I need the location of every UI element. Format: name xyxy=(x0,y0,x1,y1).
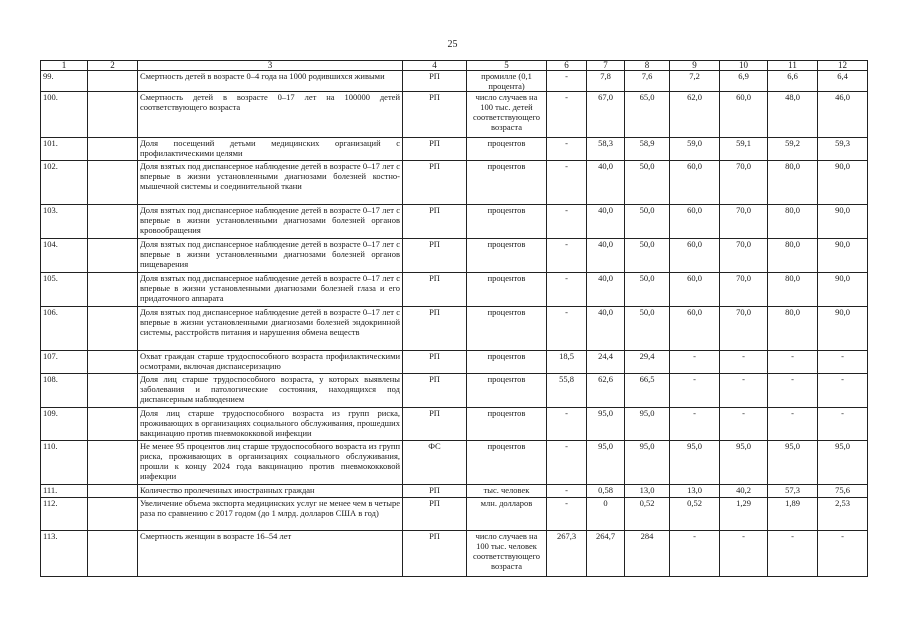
page-number: 25 xyxy=(447,39,458,50)
row-value: 50,0 xyxy=(625,205,670,239)
row-value: 18,5 xyxy=(547,351,587,374)
row-value: 90,0 xyxy=(818,273,868,307)
table-row xyxy=(41,205,868,239)
table-row xyxy=(41,531,868,577)
row-value: 0 xyxy=(587,498,625,531)
table-row xyxy=(41,161,868,205)
row-value: 57,3 xyxy=(768,485,818,498)
row-value: 60,0 xyxy=(670,239,720,273)
row-number: 113. xyxy=(41,531,88,577)
row-value: 50,0 xyxy=(625,161,670,205)
row-value: - xyxy=(547,408,587,441)
row-value: 40,0 xyxy=(587,161,625,205)
row-value: 70,0 xyxy=(720,205,768,239)
row-source: РП xyxy=(403,273,467,307)
row-description: Доля лиц старше трудоспособного возраста из групп риска, проживающих в организациях социального обслуживания, прошедших вакцинацию против пневмококковой инфекции xyxy=(138,408,403,441)
header-cell: 5 xyxy=(467,61,547,71)
table-row xyxy=(41,485,868,498)
row-value: 70,0 xyxy=(720,307,768,351)
row-col2 xyxy=(88,498,138,531)
row-number: 104. xyxy=(41,239,88,273)
row-value: - xyxy=(670,408,720,441)
row-description: Доля взятых под диспансерное наблюдение детей в возрасте 0–17 лет с впервые в жизни установленными диагнозами болезней органов пищеварения xyxy=(138,239,403,273)
row-value: 46,0 xyxy=(818,92,868,138)
row-value: 60,0 xyxy=(670,307,720,351)
row-value: - xyxy=(818,408,868,441)
row-value: 59,0 xyxy=(670,138,720,161)
row-unit: процентов xyxy=(467,205,547,239)
row-col2 xyxy=(88,161,138,205)
row-unit: процентов xyxy=(467,374,547,408)
row-value: - xyxy=(670,374,720,408)
table-row xyxy=(41,71,868,92)
row-value: 90,0 xyxy=(818,205,868,239)
row-value: 60,0 xyxy=(670,205,720,239)
row-value: 50,0 xyxy=(625,239,670,273)
row-description: Не менее 95 процентов лиц старше трудоспособного возраста из групп риска, проживающих в организациях социального обслуживания, прошли к концу 2024 года вакцинацию против пневмококковой инфекции xyxy=(138,441,403,485)
row-value: 13,0 xyxy=(625,485,670,498)
row-value: 29,4 xyxy=(625,351,670,374)
row-description: Доля лиц старше трудоспособного возраста, у которых выявлены заболевания и патологические состояния, находящихся под диспансерным наблюдением xyxy=(138,374,403,408)
row-value: 0,52 xyxy=(670,498,720,531)
row-col2 xyxy=(88,92,138,138)
row-value: 80,0 xyxy=(768,307,818,351)
row-number: 106. xyxy=(41,307,88,351)
row-col2 xyxy=(88,351,138,374)
row-unit: млн. долларов xyxy=(467,498,547,531)
row-number: 111. xyxy=(41,485,88,498)
table-row xyxy=(41,374,868,408)
row-value: 40,0 xyxy=(587,205,625,239)
row-value: 70,0 xyxy=(720,273,768,307)
table-row xyxy=(41,307,868,351)
row-value: 95,0 xyxy=(768,441,818,485)
header-cell: 3 xyxy=(138,61,403,71)
row-value: - xyxy=(547,138,587,161)
row-unit: процентов xyxy=(467,273,547,307)
header-cell: 8 xyxy=(625,61,670,71)
row-value: 66,5 xyxy=(625,374,670,408)
row-value: - xyxy=(547,161,587,205)
row-number: 107. xyxy=(41,351,88,374)
row-col2 xyxy=(88,71,138,92)
row-value: - xyxy=(547,92,587,138)
row-value: 40,0 xyxy=(587,273,625,307)
row-value: - xyxy=(547,485,587,498)
row-value: - xyxy=(818,374,868,408)
table-row xyxy=(41,441,868,485)
row-value: 60,0 xyxy=(670,273,720,307)
row-description: Доля взятых под диспансерное наблюдение детей в возрасте 0–17 лет с впервые в жизни установленными диагнозами болезней костно-мышечной системы и соединительной ткани xyxy=(138,161,403,205)
row-description: Доля взятых под диспансерное наблюдение детей в возрасте 0–17 лет с впервые в жизни установленными диагнозами болезней глаза и его придаточного аппарата xyxy=(138,273,403,307)
row-source: РП xyxy=(403,531,467,577)
row-col2 xyxy=(88,374,138,408)
row-value: 1,29 xyxy=(720,498,768,531)
row-source: РП xyxy=(403,351,467,374)
row-value: - xyxy=(720,351,768,374)
header-cell: 9 xyxy=(670,61,720,71)
table-row xyxy=(41,92,868,138)
row-source: РП xyxy=(403,92,467,138)
row-value: 2,53 xyxy=(818,498,868,531)
row-source: РП xyxy=(403,485,467,498)
row-value: 95,0 xyxy=(625,441,670,485)
row-value: 50,0 xyxy=(625,273,670,307)
row-col2 xyxy=(88,531,138,577)
row-unit: процентов xyxy=(467,307,547,351)
row-value: 70,0 xyxy=(720,239,768,273)
row-value: 95,0 xyxy=(720,441,768,485)
table-row xyxy=(41,273,868,307)
row-value: 80,0 xyxy=(768,205,818,239)
row-number: 99. xyxy=(41,71,88,92)
row-source: РП xyxy=(403,71,467,92)
row-value: - xyxy=(670,531,720,577)
row-value: 0,52 xyxy=(625,498,670,531)
row-value: 264,7 xyxy=(587,531,625,577)
row-source: ФС xyxy=(403,441,467,485)
row-unit: процентов xyxy=(467,408,547,441)
row-number: 100. xyxy=(41,92,88,138)
row-value: 60,0 xyxy=(670,161,720,205)
row-value: 80,0 xyxy=(768,161,818,205)
row-value: 80,0 xyxy=(768,239,818,273)
row-description: Смертность детей в возрасте 0–4 года на 1000 родившихся живыми xyxy=(138,71,403,92)
row-source: РП xyxy=(403,161,467,205)
row-value: - xyxy=(720,408,768,441)
table-row xyxy=(41,239,868,273)
row-unit: процентов xyxy=(467,441,547,485)
table-row xyxy=(41,138,868,161)
row-unit: число случаев на 100 тыс. детей соответствующего возраста xyxy=(467,92,547,138)
row-value: - xyxy=(547,498,587,531)
row-value: 40,0 xyxy=(587,307,625,351)
row-number: 108. xyxy=(41,374,88,408)
row-value: 48,0 xyxy=(768,92,818,138)
row-value: 7,8 xyxy=(587,71,625,92)
row-col2 xyxy=(88,307,138,351)
row-description: Доля взятых под диспансерное наблюдение детей в возрасте 0–17 лет с впервые в жизни установленными диагнозами болезней органов кровообращения xyxy=(138,205,403,239)
row-unit: число случаев на 100 тыс. человек соответствующего возраста xyxy=(467,531,547,577)
row-col2 xyxy=(88,441,138,485)
row-source: РП xyxy=(403,239,467,273)
row-value: 7,6 xyxy=(625,71,670,92)
indicators-table xyxy=(40,60,868,577)
row-value: - xyxy=(768,351,818,374)
row-number: 102. xyxy=(41,161,88,205)
header-cell: 12 xyxy=(818,61,868,71)
row-value: - xyxy=(547,71,587,92)
row-value: 40,2 xyxy=(720,485,768,498)
row-value: - xyxy=(818,531,868,577)
row-value: 95,0 xyxy=(587,441,625,485)
row-number: 101. xyxy=(41,138,88,161)
row-description: Охват граждан старше трудоспособного возраста профилактическими осмотрами, включая диспансеризацию xyxy=(138,351,403,374)
header-cell: 2 xyxy=(88,61,138,71)
row-value: 6,4 xyxy=(818,71,868,92)
row-unit: процентов xyxy=(467,161,547,205)
row-source: РП xyxy=(403,408,467,441)
row-unit: тыс. человек xyxy=(467,485,547,498)
row-unit: процентов xyxy=(467,138,547,161)
row-description: Смертность женщин в возрасте 16–54 лет xyxy=(138,531,403,577)
row-unit: процентов xyxy=(467,239,547,273)
row-value: 70,0 xyxy=(720,161,768,205)
row-value: 6,6 xyxy=(768,71,818,92)
row-value: 6,9 xyxy=(720,71,768,92)
row-col2 xyxy=(88,138,138,161)
row-value: 1,89 xyxy=(768,498,818,531)
row-value: - xyxy=(768,408,818,441)
header-cell: 11 xyxy=(768,61,818,71)
row-value: - xyxy=(720,374,768,408)
header-row xyxy=(41,61,868,71)
row-value: - xyxy=(720,531,768,577)
row-unit: промилле (0,1 процента) xyxy=(467,71,547,92)
row-value: - xyxy=(670,351,720,374)
row-value: 60,0 xyxy=(720,92,768,138)
row-description: Увеличение объема экспорта медицинских услуг не менее чем в четыре раза по сравнению с 2017 годом (до 1 млрд. долларов США в год) xyxy=(138,498,403,531)
row-col2 xyxy=(88,205,138,239)
row-description: Смертность детей в возрасте 0–17 лет на 100000 детей соответствующего возраста xyxy=(138,92,403,138)
header-cell: 6 xyxy=(547,61,587,71)
row-value: 59,1 xyxy=(720,138,768,161)
row-col2 xyxy=(88,408,138,441)
row-value: 0,58 xyxy=(587,485,625,498)
row-value: - xyxy=(547,239,587,273)
row-value: - xyxy=(768,374,818,408)
row-value: 7,2 xyxy=(670,71,720,92)
row-value: 40,0 xyxy=(587,239,625,273)
row-value: 59,2 xyxy=(768,138,818,161)
header-cell: 1 xyxy=(41,61,88,71)
row-value: 62,6 xyxy=(587,374,625,408)
row-value: 90,0 xyxy=(818,239,868,273)
row-col2 xyxy=(88,239,138,273)
row-value: - xyxy=(547,307,587,351)
row-value: 90,0 xyxy=(818,307,868,351)
table-row xyxy=(41,351,868,374)
row-value: 50,0 xyxy=(625,307,670,351)
row-value: 284 xyxy=(625,531,670,577)
row-value: 80,0 xyxy=(768,273,818,307)
row-value: 95,0 xyxy=(670,441,720,485)
row-number: 103. xyxy=(41,205,88,239)
row-description: Количество пролеченных иностранных граждан xyxy=(138,485,403,498)
row-unit: процентов xyxy=(467,351,547,374)
row-value: - xyxy=(547,205,587,239)
row-number: 109. xyxy=(41,408,88,441)
row-value: 75,6 xyxy=(818,485,868,498)
row-value: - xyxy=(768,531,818,577)
row-value: 55,8 xyxy=(547,374,587,408)
row-value: - xyxy=(547,273,587,307)
row-value: - xyxy=(547,441,587,485)
row-source: РП xyxy=(403,498,467,531)
header-cell: 7 xyxy=(587,61,625,71)
row-value: 90,0 xyxy=(818,161,868,205)
row-source: РП xyxy=(403,307,467,351)
row-value: 267,3 xyxy=(547,531,587,577)
row-description: Доля взятых под диспансерное наблюдение детей в возрасте 0–17 лет с впервые в жизни установленными диагнозами болезней эндокринной системы, расстройств питания и нарушения обмена веществ xyxy=(138,307,403,351)
table-row xyxy=(41,408,868,441)
row-number: 110. xyxy=(41,441,88,485)
table-row xyxy=(41,498,868,531)
row-source: РП xyxy=(403,374,467,408)
row-value: 59,3 xyxy=(818,138,868,161)
row-col2 xyxy=(88,273,138,307)
header-cell: 10 xyxy=(720,61,768,71)
header-cell: 4 xyxy=(403,61,467,71)
row-source: РП xyxy=(403,205,467,239)
row-value: 95,0 xyxy=(818,441,868,485)
row-number: 112. xyxy=(41,498,88,531)
row-description: Доля посещений детьми медицинских организаций с профилактическими целями xyxy=(138,138,403,161)
row-value: 58,3 xyxy=(587,138,625,161)
row-value: 67,0 xyxy=(587,92,625,138)
row-value: 13,0 xyxy=(670,485,720,498)
row-source: РП xyxy=(403,138,467,161)
row-value: 65,0 xyxy=(625,92,670,138)
row-value: 24,4 xyxy=(587,351,625,374)
row-value: 95,0 xyxy=(587,408,625,441)
row-value: - xyxy=(818,351,868,374)
row-value: 62,0 xyxy=(670,92,720,138)
row-value: 95,0 xyxy=(625,408,670,441)
row-col2 xyxy=(88,485,138,498)
row-number: 105. xyxy=(41,273,88,307)
row-value: 58,9 xyxy=(625,138,670,161)
